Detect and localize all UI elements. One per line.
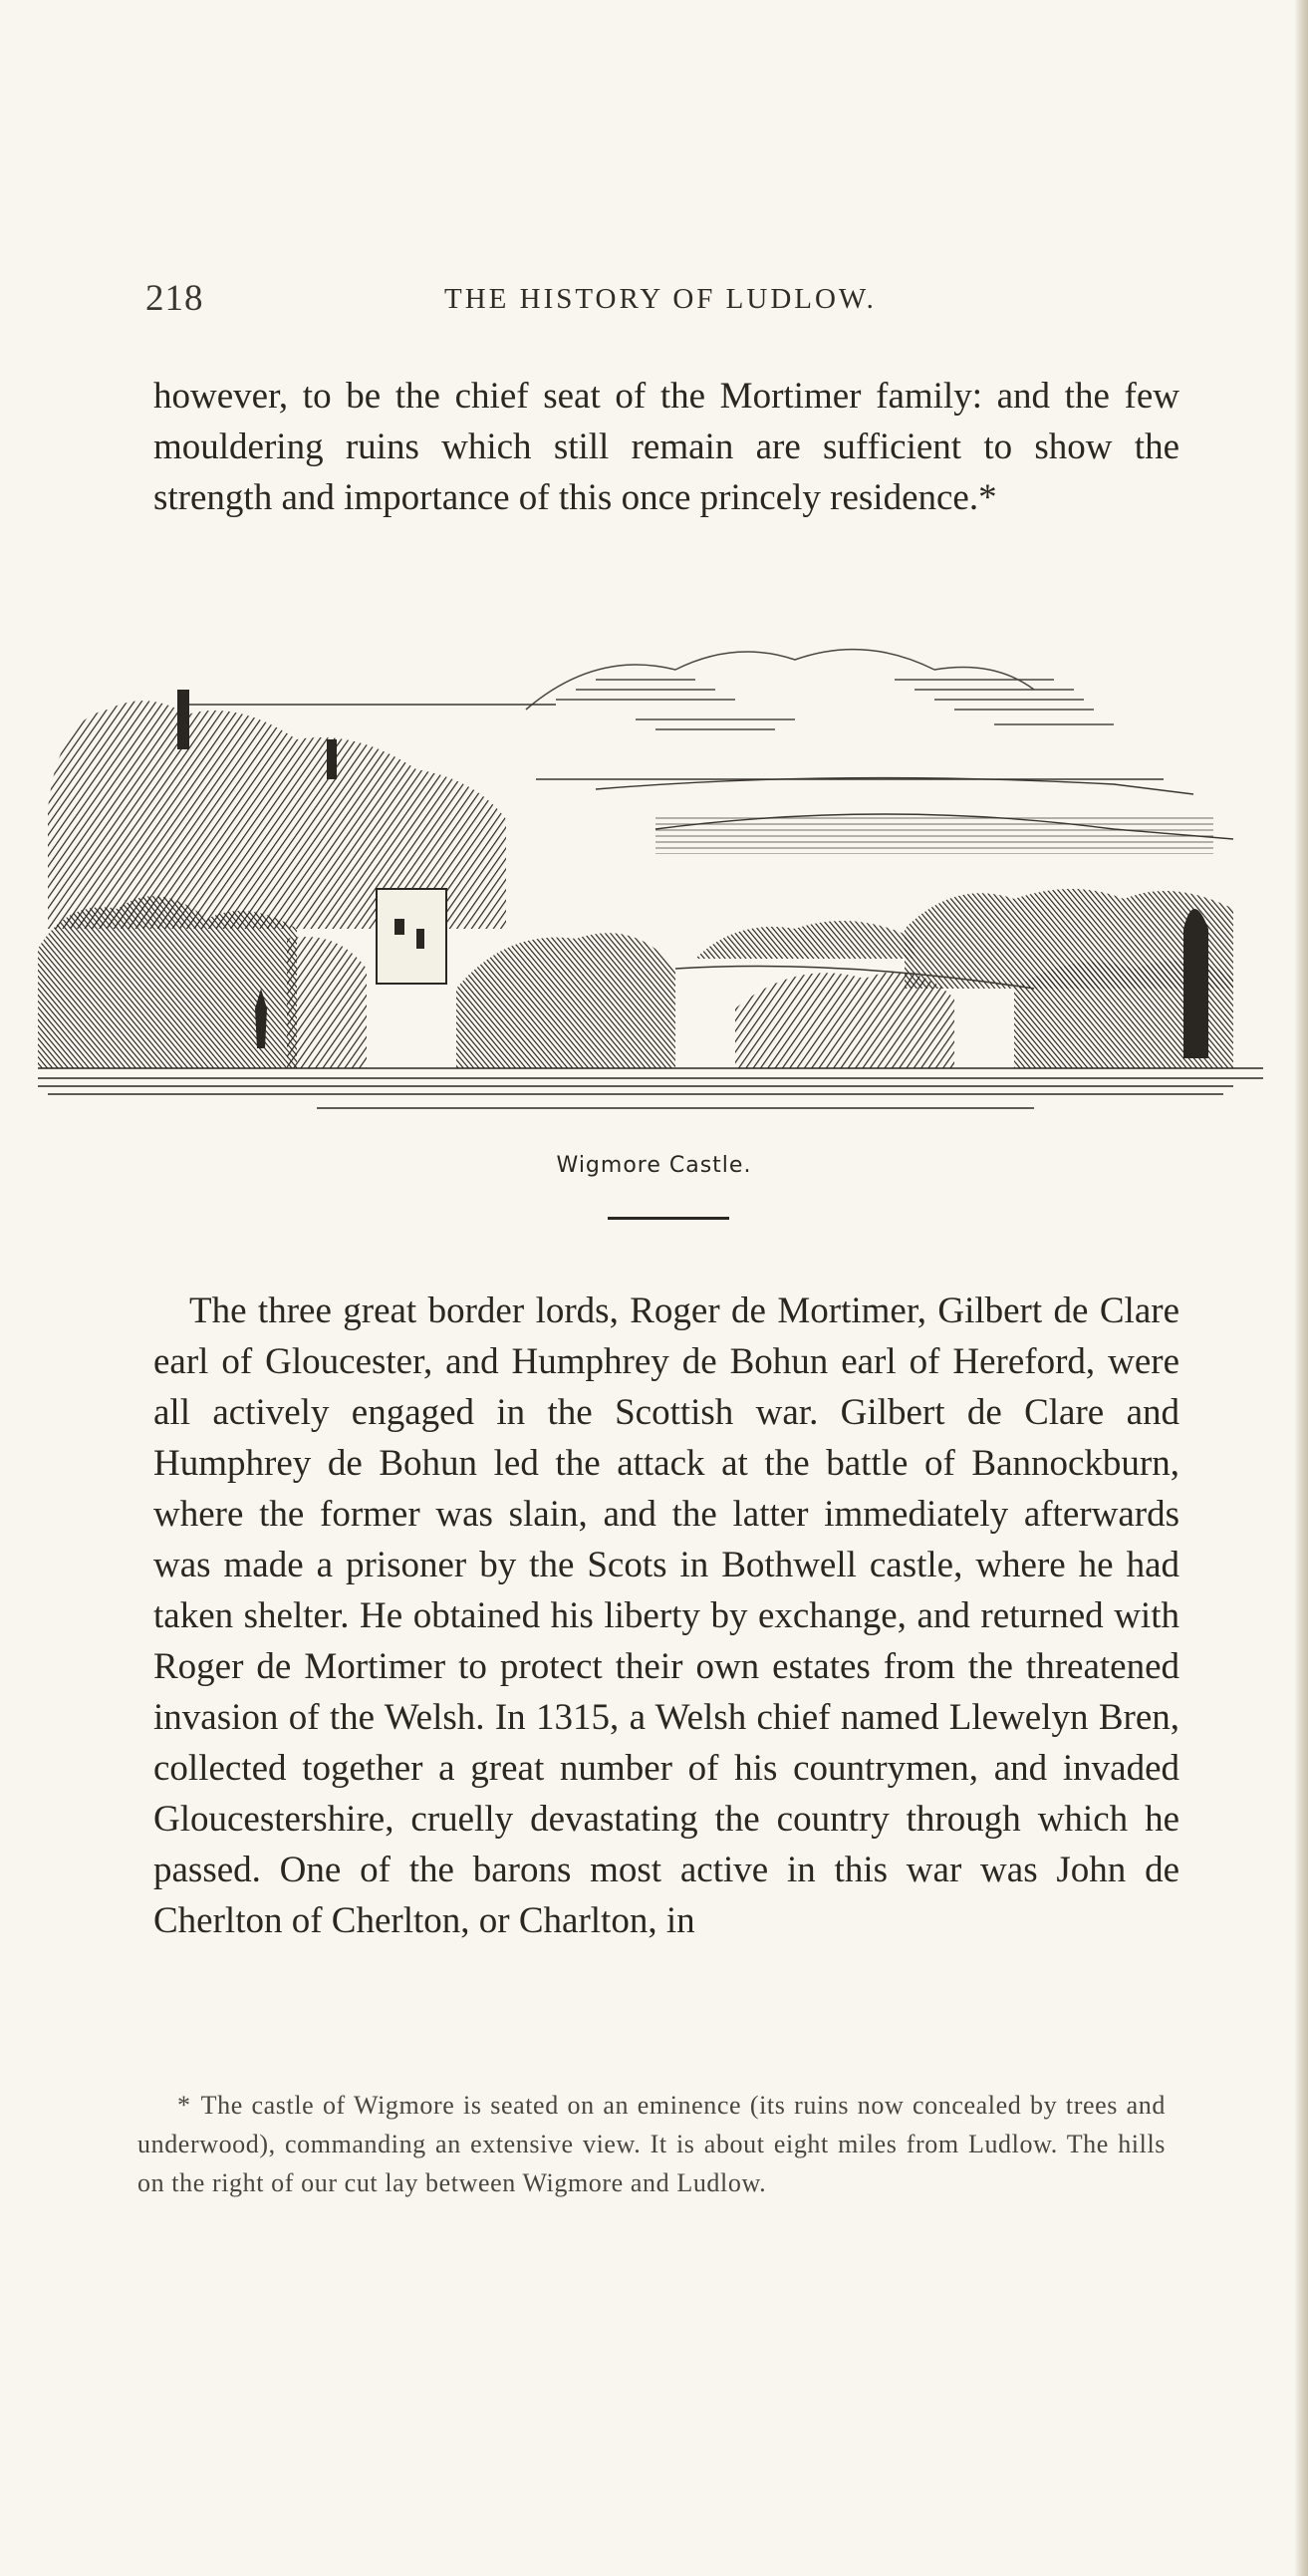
footnote-marker: * xyxy=(177,2091,191,2120)
section-rule xyxy=(608,1217,729,1220)
page-edge xyxy=(1294,0,1308,2576)
body-paragraph-continued: however, to be the chief seat of the Mortimer family: and the few mouldering ruins which still remain are sufficient to show the strength and importance of this once princely residence.* xyxy=(153,376,1179,518)
body-paragraph: The three great border lords, Roger de Mortimer, Gilbert de Clare earl of Gloucester, and Humphrey de Bohun earl of Hereford, were all actively engaged in the Scottish war. Gilbert de Clare and Humphrey de Bohun led the attack at the battle of Bannockburn, where the former was slain, and the latter immediately afterwards was made a prisoner by the Scots in Bothwell castle, where he had taken shelter. He obtained his liberty by exchange, and returned with Roger de Mortimer to protect their own estates from the threatened invasion of the Welsh. In 1315, a Welsh chief named Llewelyn Bren, collected together a great number of his countrymen, and invaded Gloucestershire, cruelly devastating the country through which he passed. One of the barons most active in this war was John de Cherlton of Cherlton, or Charlton, in xyxy=(153,1290,1179,1941)
footnote-text: The castle of Wigmore is seated on an eminence (its ruins now concealed by trees and underwood), commanding an extensive view. It is about eight miles from Ludlow. The hills on the right of our cut lay between Wigmore and Ludlow. xyxy=(137,2091,1166,2197)
running-title: THE HISTORY OF LUDLOW. xyxy=(444,283,877,315)
foreground-ground xyxy=(38,1068,1263,1108)
castle-ruin xyxy=(377,889,446,984)
running-head xyxy=(145,277,913,327)
clouds xyxy=(526,650,1114,729)
castle-tower-right xyxy=(327,739,337,779)
footnote xyxy=(137,2086,1166,2202)
wigmore-castle-engraving xyxy=(38,630,1263,1128)
figure-caption: Wigmore Castle. xyxy=(556,1153,752,1178)
castle-tower-left xyxy=(177,690,189,749)
page-number: 218 xyxy=(145,278,204,319)
